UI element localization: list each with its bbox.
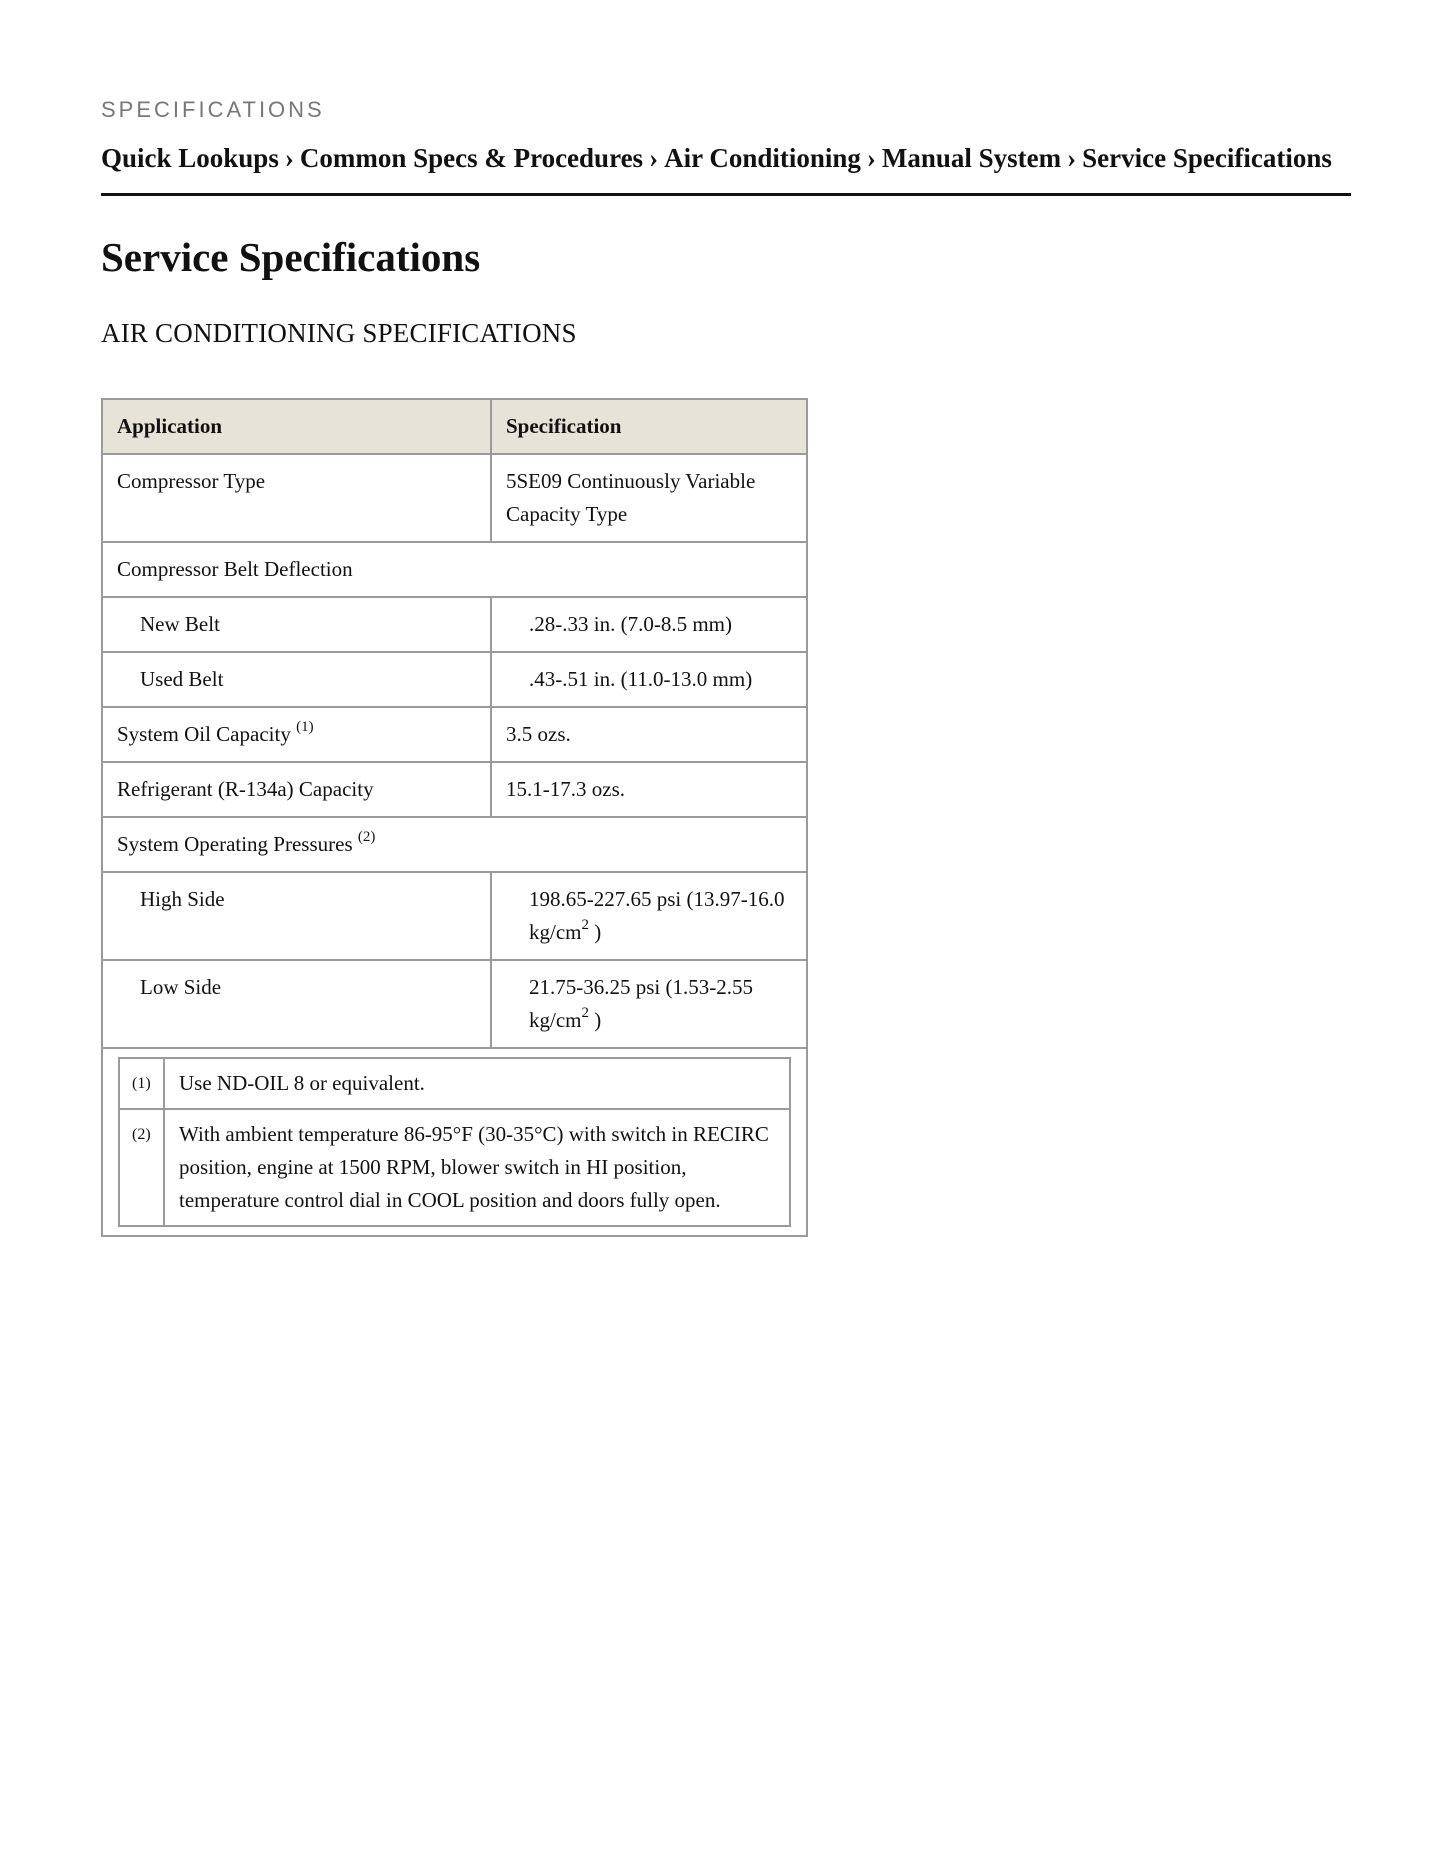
column-header-application: Application: [102, 399, 491, 454]
breadcrumb-separator: ›: [1067, 143, 1077, 173]
breadcrumb-common-specs[interactable]: Common Specs & Procedures: [299, 143, 644, 173]
application-cell: [102, 707, 491, 762]
column-header-specification: Specification: [491, 399, 807, 454]
group-heading-cell: Compressor Belt Deflection: [102, 542, 807, 597]
footnotes-row: [102, 1048, 807, 1236]
breadcrumb: [101, 140, 1351, 196]
specifications-table: [101, 398, 808, 1237]
specification-cell: 5SE09 Continuously Variable Capacity Type: [491, 454, 807, 542]
application-cell: High Side: [102, 872, 491, 960]
group-heading-cell: [102, 817, 807, 872]
footnote-text: Use ND-OIL 8 or equivalent.: [164, 1058, 790, 1109]
footnote-ref[interactable]: (1): [296, 719, 314, 735]
table-row: [102, 454, 807, 542]
breadcrumb-manual-system[interactable]: Manual System: [881, 143, 1062, 173]
breadcrumb-separator: ›: [649, 143, 659, 173]
table-row: [102, 652, 807, 707]
spec-text: ): [589, 1008, 602, 1032]
specification-cell: 3.5 ozs.: [491, 707, 807, 762]
spec-text: ): [589, 920, 602, 944]
footnotes-cell: [102, 1048, 807, 1236]
superscript: 2: [581, 1005, 589, 1021]
table-header-row: [102, 399, 807, 454]
footnote-row: [119, 1058, 790, 1109]
table-row: [102, 872, 807, 960]
footnotes-table: [118, 1057, 791, 1227]
breadcrumb-service-specifications[interactable]: Service Specifications: [1082, 143, 1332, 173]
application-cell: Low Side: [102, 960, 491, 1048]
breadcrumb-quick-lookups[interactable]: Quick Lookups: [101, 143, 279, 173]
specification-cell: 15.1-17.3 ozs.: [491, 762, 807, 817]
footnote-row: [119, 1109, 790, 1226]
breadcrumb-air-conditioning[interactable]: Air Conditioning: [664, 143, 861, 173]
page-title: Service Specifications: [101, 234, 481, 280]
footnote-marker: (1): [119, 1058, 164, 1109]
application-cell: Refrigerant (R-134a) Capacity: [102, 762, 491, 817]
breadcrumb-separator: ›: [284, 143, 294, 173]
table-row: [102, 597, 807, 652]
spec-text: 21.75-36.25 psi (1.53-2.55 kg/cm: [529, 975, 753, 1032]
specification-cell: .43-.51 in. (11.0-13.0 mm): [491, 652, 807, 707]
spec-text: 198.65-227.65 psi (13.97-16.0 kg/cm: [529, 887, 785, 944]
section-kicker: SPECIFICATIONS: [101, 97, 325, 122]
footnote-marker: (2): [119, 1109, 164, 1226]
table-row: [102, 542, 807, 597]
footnote-text: With ambient temperature 86-95°F (30-35°C) with switch in RECIRC position, engine at 1500 RPM, blower switch in HI position, temperature control dial in COOL position and doors fully open.: [164, 1109, 790, 1226]
application-cell: Compressor Type: [102, 454, 491, 542]
specification-cell: [491, 960, 807, 1048]
table-row: [102, 960, 807, 1048]
specification-cell: [491, 872, 807, 960]
table-row: [102, 817, 807, 872]
breadcrumb-separator: ›: [866, 143, 876, 173]
application-label: System Operating Pressures: [117, 832, 353, 856]
superscript: 2: [581, 917, 589, 933]
section-title: AIR CONDITIONING SPECIFICATIONS: [101, 318, 577, 348]
application-cell: Used Belt: [102, 652, 491, 707]
application-label: System Oil Capacity: [117, 722, 291, 746]
table-row: [102, 707, 807, 762]
application-cell: New Belt: [102, 597, 491, 652]
table-row: [102, 762, 807, 817]
footnote-ref[interactable]: (2): [357, 829, 376, 845]
specification-cell: .28-.33 in. (7.0-8.5 mm): [491, 597, 807, 652]
